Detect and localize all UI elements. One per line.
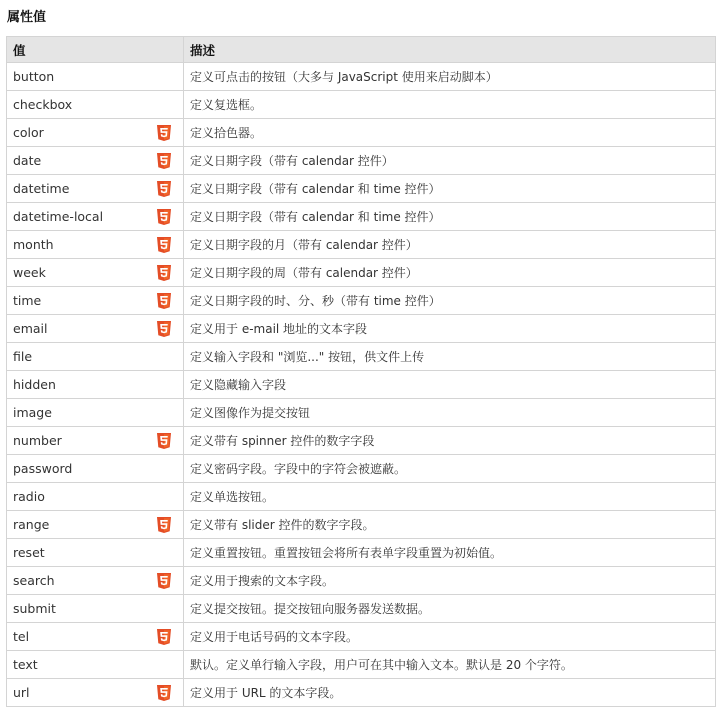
description-cell <box>184 455 716 483</box>
description-cell <box>184 539 716 567</box>
value-text: date <box>13 153 42 168</box>
table-row <box>7 371 716 399</box>
table-row <box>7 427 716 455</box>
description-cell <box>184 147 716 175</box>
description-text: 定义带有 slider 控件的数字字段。 <box>190 518 375 532</box>
value-cell <box>7 287 184 315</box>
value-cell <box>7 371 184 399</box>
table-row <box>7 539 716 567</box>
value-cell <box>7 427 184 455</box>
table-row <box>7 147 716 175</box>
description-text: 定义日期字段（带有 calendar 和 time 控件） <box>190 210 441 224</box>
value-text: datetime <box>13 181 70 196</box>
table-row <box>7 119 716 147</box>
value-text: tel <box>13 629 30 644</box>
description-cell <box>184 511 716 539</box>
description-text: 定义用于搜索的文本字段。 <box>190 574 335 588</box>
value-text: color <box>13 125 44 140</box>
table-row <box>7 679 716 707</box>
value-text: reset <box>13 545 45 560</box>
description-cell <box>184 259 716 287</box>
html5-icon <box>157 573 171 589</box>
value-text: datetime-local <box>13 209 104 224</box>
table-row <box>7 259 716 287</box>
column-header-description: 描述 <box>184 37 716 63</box>
value-cell <box>7 343 184 371</box>
description-text: 定义日期字段（带有 calendar 控件） <box>190 154 394 168</box>
description-text: 定义用于 e-mail 地址的文本字段 <box>190 322 368 336</box>
description-text: 定义重置按钮。重置按钮会将所有表单字段重置为初始值。 <box>190 546 503 560</box>
value-text: search <box>13 573 55 588</box>
description-text: 定义提交按钮。提交按钮向服务器发送数据。 <box>190 602 431 616</box>
value-text: hidden <box>13 377 56 392</box>
description-cell <box>184 287 716 315</box>
html5-icon <box>157 265 171 281</box>
table-row <box>7 175 716 203</box>
value-cell <box>7 315 184 343</box>
description-text: 定义可点击的按钮（大多与 JavaScript 使用来启动脚本） <box>190 70 498 84</box>
value-text: text <box>13 657 38 672</box>
value-cell <box>7 595 184 623</box>
value-cell <box>7 259 184 287</box>
description-cell <box>184 203 716 231</box>
html5-icon <box>157 237 171 253</box>
html5-icon <box>157 293 171 309</box>
table-row <box>7 483 716 511</box>
value-cell <box>7 175 184 203</box>
value-cell <box>7 399 184 427</box>
description-text: 定义图像作为提交按钮 <box>190 406 311 420</box>
description-text: 定义日期字段的时、分、秒（带有 time 控件） <box>190 294 441 308</box>
description-text: 定义用于电话号码的文本字段。 <box>190 630 359 644</box>
value-text: image <box>13 405 52 420</box>
value-text: time <box>13 293 42 308</box>
value-cell <box>7 651 184 679</box>
html5-icon <box>157 209 171 225</box>
table-row <box>7 651 716 679</box>
value-cell <box>7 147 184 175</box>
value-cell <box>7 203 184 231</box>
description-cell <box>184 623 716 651</box>
value-cell <box>7 91 184 119</box>
description-cell <box>184 371 716 399</box>
description-cell <box>184 175 716 203</box>
html5-icon <box>157 125 171 141</box>
value-text: file <box>13 349 33 364</box>
description-cell <box>184 679 716 707</box>
value-text: number <box>13 433 62 448</box>
value-cell <box>7 483 184 511</box>
value-cell <box>7 511 184 539</box>
attribute-values-table <box>6 36 716 707</box>
table-row <box>7 343 716 371</box>
html5-icon <box>157 181 171 197</box>
table-row <box>7 595 716 623</box>
description-cell <box>184 315 716 343</box>
description-text: 定义用于 URL 的文本字段。 <box>190 686 342 700</box>
description-cell <box>184 399 716 427</box>
table-row <box>7 231 716 259</box>
html5-icon <box>157 517 171 533</box>
value-text: week <box>13 265 46 280</box>
section-title: 属性值 <box>7 10 47 25</box>
table-row <box>7 63 716 91</box>
description-cell <box>184 651 716 679</box>
html5-icon <box>157 685 171 701</box>
description-text: 定义带有 spinner 控件的数字字段 <box>190 434 375 448</box>
table-row <box>7 567 716 595</box>
description-cell <box>184 119 716 147</box>
value-text: submit <box>13 601 56 616</box>
value-cell <box>7 231 184 259</box>
column-header-value: 值 <box>7 37 184 63</box>
value-text: radio <box>13 489 45 504</box>
table-header-row <box>7 37 716 63</box>
value-cell <box>7 567 184 595</box>
value-text: range <box>13 517 50 532</box>
description-cell <box>184 63 716 91</box>
table-row <box>7 91 716 119</box>
html5-icon <box>157 321 171 337</box>
html5-icon <box>157 153 171 169</box>
description-text: 定义输入字段和 "浏览..." 按钮，供文件上传 <box>190 350 425 364</box>
value-text: url <box>13 685 30 700</box>
table-row <box>7 455 716 483</box>
description-cell <box>184 91 716 119</box>
description-cell <box>184 427 716 455</box>
description-text: 定义密码字段。字段中的字符会被遮蔽。 <box>190 462 407 476</box>
table-row <box>7 623 716 651</box>
value-cell <box>7 63 184 91</box>
table-row <box>7 287 716 315</box>
description-cell <box>184 567 716 595</box>
description-cell <box>184 595 716 623</box>
table-row <box>7 315 716 343</box>
description-text: 定义隐藏输入字段 <box>190 378 287 392</box>
value-text: checkbox <box>13 97 73 112</box>
value-text: month <box>13 237 54 252</box>
value-text: email <box>13 321 48 336</box>
description-cell <box>184 231 716 259</box>
value-cell <box>7 623 184 651</box>
value-cell <box>7 455 184 483</box>
description-text: 定义复选框。 <box>190 98 263 112</box>
description-text: 定义日期字段的周（带有 calendar 控件） <box>190 266 418 280</box>
table-row <box>7 399 716 427</box>
description-text: 定义日期字段（带有 calendar 和 time 控件） <box>190 182 441 196</box>
description-text: 定义日期字段的月（带有 calendar 控件） <box>190 238 418 252</box>
value-text: button <box>13 69 55 84</box>
table-body <box>7 63 716 707</box>
description-text: 定义拾色器。 <box>190 126 263 140</box>
value-cell <box>7 119 184 147</box>
html5-icon <box>157 433 171 449</box>
value-cell <box>7 539 184 567</box>
description-cell <box>184 343 716 371</box>
value-cell <box>7 679 184 707</box>
description-text: 定义单选按钮。 <box>190 490 275 504</box>
table-row <box>7 203 716 231</box>
table-row <box>7 511 716 539</box>
html5-icon <box>157 629 171 645</box>
value-text: password <box>13 461 73 476</box>
description-text: 默认。定义单行输入字段，用户可在其中输入文本。默认是 20 个字符。 <box>190 658 573 672</box>
description-cell <box>184 483 716 511</box>
